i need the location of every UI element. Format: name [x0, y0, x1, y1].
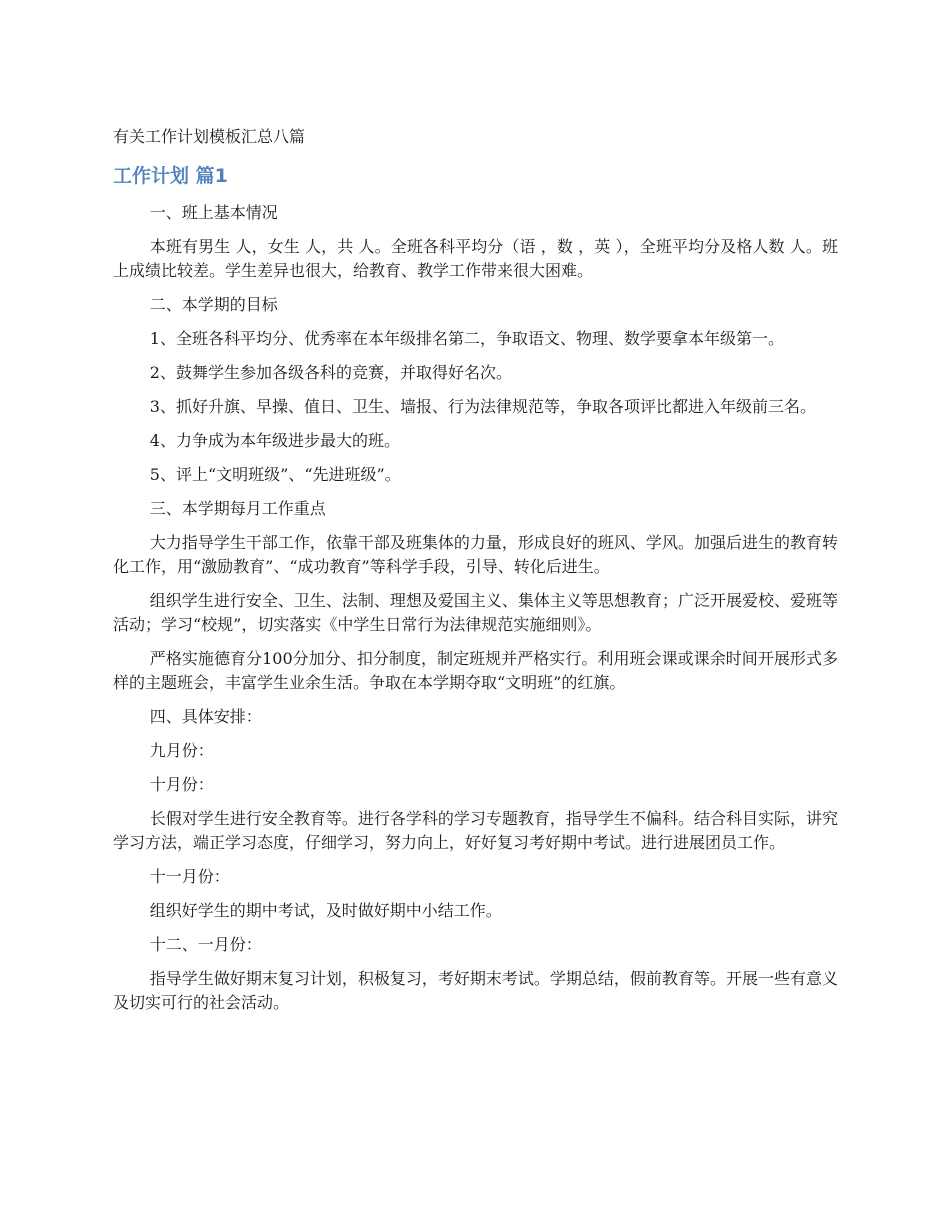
paragraph: 四、具体安排： [149, 707, 262, 726]
paragraph: 十二、一月份： [149, 935, 262, 954]
paragraph: 三、本学期每月工作重点 [149, 499, 326, 518]
paragraph: 长假对学生进行安全教育等。进行各学科的学习专题教育，指导学生不偏科。结合科目实际，讲究学习方法，端正学习态度，仔细学习，努力向上，好好复习考好期中考试。进行进展团员工作。 [113, 809, 838, 852]
paragraph: 组织学生进行安全、卫生、法制、理想及爱国主义、集体主义等思想教育；广泛开展爱校、爱班等活动；学习“校规”，切实落实《中学生日常行为法律规范实施细则》。 [113, 591, 838, 634]
document-page [113, 125, 838, 1025]
paragraph: 3、抓好升旗、早操、值日、卫生、墙报、行为法律规范等，争取各项评比都进入年级前三名。 [149, 397, 816, 416]
paragraph: 严格实施德育分100分加分、扣分制度，制定班规并严格实行。利用班会课或课余时间开展形式多样的主题班会，丰富学生业余生活。争取在本学期夺取“文明班”的红旗。 [113, 649, 838, 692]
paragraph: 本班有男生 人，女生 人，共 人。全班各科平均分（语 ，数 ，英 ），全班平均分及格人数 人。班上成绩比较差。学生差异也很大，给教育、教学工作带来很大困难。 [113, 237, 838, 280]
paragraph: 4、力争成为本年级进步最大的班。 [149, 431, 400, 450]
paragraph: 大力指导学生干部工作，依靠干部及班集体的力量，形成良好的班风、学风。加强后进生的教育转化工作，用“激励教育”、“成功教育”等科学手段，引导、转化后进生。 [113, 533, 838, 576]
section-heading: 工作计划 篇1 [113, 165, 228, 187]
document-body [113, 201, 838, 1015]
paragraph: 组织好学生的期中考试，及时做好期中小结工作。 [149, 901, 502, 920]
paragraph: 5、评上“文明班级”、“先进班级”。 [149, 465, 401, 484]
paragraph: 九月份： [149, 741, 214, 760]
paragraph: 二、本学期的目标 [149, 295, 278, 314]
paragraph: 指导学生做好期末复习计划，积极复习，考好期末考试。学期总结，假前教育等。开展一些有意义及切实可行的社会活动。 [113, 969, 838, 1012]
paragraph: 十一月份： [149, 867, 230, 886]
paragraph: 2、鼓舞学生参加各级各科的竞赛，并取得好名次。 [149, 363, 512, 382]
paragraph: 一、班上基本情况 [149, 203, 278, 222]
paragraph: 1、全班各科平均分、优秀率在本年级排名第二，争取语文、物理、数学要拿本年级第一。 [149, 329, 784, 348]
paragraph: 十月份： [149, 775, 214, 794]
document-title: 有关工作计划模板汇总八篇 [113, 127, 306, 146]
